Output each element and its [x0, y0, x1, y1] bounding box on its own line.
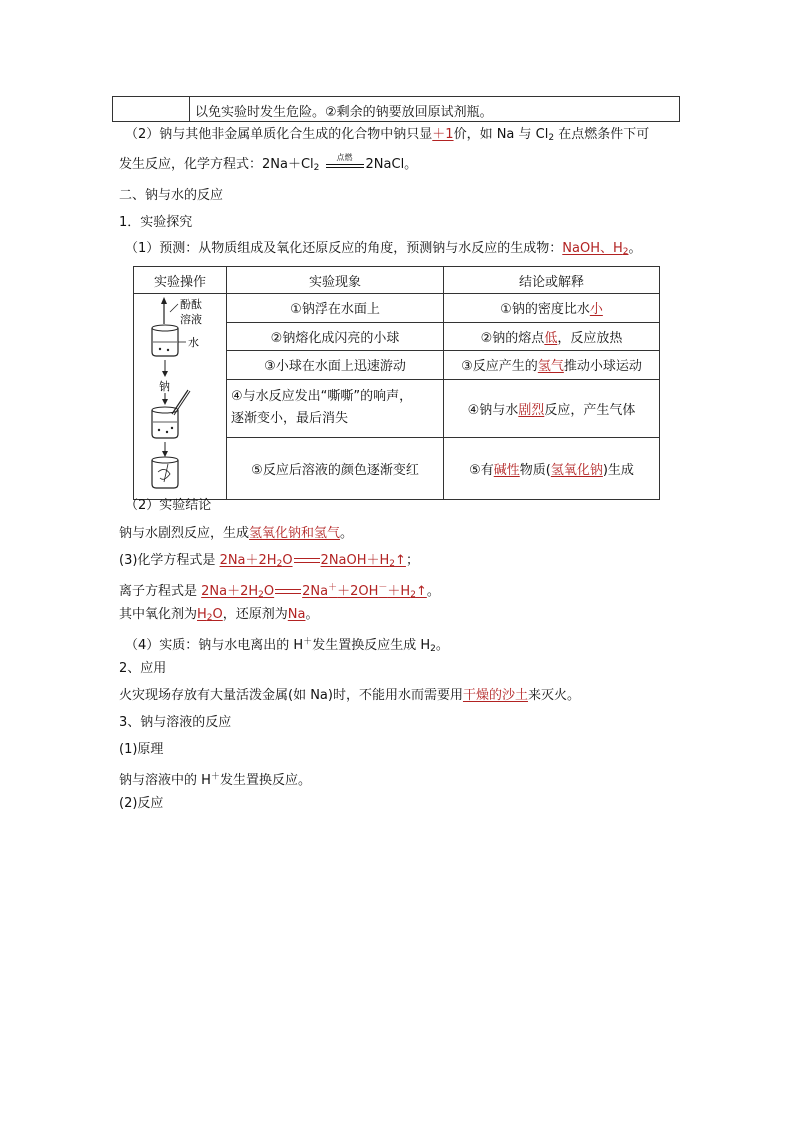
para2-text-mid: 价，如 Na 与 Cl: [453, 127, 549, 142]
conclusion-4: ④钠与水剧烈反应，产生气体: [444, 379, 660, 437]
essence-line: （4）实质：钠与水电离出的 H＋发生置换反应生成 $H_2$。: [125, 637, 449, 654]
chemical-equation-answer: $2Na+2H_2O$ $2NaOH+H_2↑$: [219, 553, 406, 569]
label-sodium: 钠: [159, 380, 170, 393]
answer-vigorous: 剧烈: [518, 402, 545, 418]
phenomenon-2: ②钠熔化成闪亮的小球: [227, 322, 444, 350]
prediction-answer: NaOH、$H_2$: [562, 241, 629, 257]
ionic-equation-line: 离子方程式是 $2Na+2H_2O$ $2Na^++2OH^-+H_2↑$。: [119, 583, 440, 600]
answer-melting-point: 低: [544, 330, 558, 346]
conclusion-3: ③反应产生的氢气推动小球运动: [444, 350, 660, 379]
condition-label: 点燃: [336, 152, 353, 162]
chemical-equation-line: (3)化学方程式是 $2Na+2H_2O$ $2NaOH+H_2↑$；: [119, 553, 419, 569]
table-header-row: [134, 267, 660, 294]
para2-line1: [125, 126, 649, 147]
conclusion-2: ②钠的熔点低，反应放热: [444, 322, 660, 350]
phenomenon-1: ①钠浮在水面上: [227, 294, 444, 323]
subscript: 2: [548, 133, 555, 143]
principle-line: 钠与溶液中的 H＋发生置换反应。: [119, 772, 311, 788]
subsection-title-2: 2、应用: [119, 661, 167, 676]
label-indicator: 酚酞: [180, 298, 202, 311]
answer-density: 小: [589, 302, 603, 318]
para2-line2: [119, 152, 418, 177]
table-row: [134, 294, 660, 323]
ionic-equation-answer: $2Na+2H_2O$ $2Na^++2OH^-+H_2↑$: [201, 583, 427, 600]
label-water: 水: [188, 336, 199, 349]
label-solution: 溶液: [180, 313, 202, 326]
answer-valence: ＋1: [432, 127, 454, 142]
beaker-diagram: [134, 294, 226, 495]
conclusion-title: （2）实验结论: [125, 498, 212, 513]
ionic-label: 离子方程式是: [119, 584, 198, 599]
answer-oxidant: $H_2O$: [197, 607, 223, 623]
phenomenon-4: ④与水反应发出“嘶嘶”的响声， 逐渐变小，最后消失: [227, 379, 444, 437]
answer-naoh: 氢氧化钠: [550, 462, 603, 478]
prediction-line: [125, 240, 642, 261]
section-title: 二、钠与水的反应: [119, 188, 224, 203]
phenomenon-5: ⑤反应后溶液的颜色逐渐变红: [227, 437, 444, 499]
conclusion-line: 钠与水剧烈反应，生成氢氧化钠和氢气。: [119, 526, 354, 541]
para2-text-post: 在点燃条件下可: [554, 127, 650, 142]
phenomenon-3: ③小球在水面上迅速游动: [227, 350, 444, 379]
answer-products: 氢氧化钠和氢气: [249, 526, 341, 541]
para2-text: （2）钠与其他非金属单质化合生成的化合物中钠只显: [125, 127, 433, 142]
equation-text: 发生反应，化学方程式：2Na＋Cl: [119, 157, 314, 172]
principle-title: (1)原理: [119, 742, 164, 757]
oxidant-line: 其中氧化剂为$H_2O$，还原剂为Na。: [119, 607, 319, 623]
conclusion-1: ①钠的密度比水小: [444, 294, 660, 323]
top-table-right-text: 以免实验时发生危险。②剩余的钠要放回原试剂瓶。: [195, 105, 493, 120]
answer-alkaline: 碱性: [493, 462, 520, 478]
header-conclusion: 结论或解释: [444, 267, 660, 294]
answer-hydrogen: 氢气: [537, 359, 564, 375]
answer-reductant: Na: [287, 607, 306, 622]
prediction-text: （1）预测：从物质组成及氧化还原反应的角度，预测钠与水反应的生成物：: [125, 241, 563, 256]
experiment-table: [133, 266, 660, 500]
apparatus-diagram: [134, 294, 227, 500]
equation-product: 2NaCl。: [365, 157, 418, 172]
subscript: 2: [313, 163, 320, 173]
answer-dry-sand: 干燥的沙土: [462, 688, 528, 703]
reaction-title: (2)反应: [119, 796, 164, 811]
conclusion-5: ⑤有碱性物质(氢氧化钠)生成: [444, 437, 660, 499]
header-phenomenon: 实验现象: [227, 267, 444, 294]
reaction-condition-arrow: [326, 152, 364, 171]
top-table-fragment: [112, 96, 680, 122]
prediction-post: 。: [628, 241, 642, 256]
top-table-left-cell: [113, 97, 190, 121]
application-line: 火灾现场存放有大量活泼金属(如 Na)时，不能用水而需要用干燥的沙土来灭火。: [119, 688, 580, 703]
header-operation: 实验操作: [134, 267, 227, 294]
subsection-title-3: 3、钠与溶液的反应: [119, 715, 232, 730]
equation-label: (3)化学方程式是: [119, 553, 216, 568]
subsection-title-1: 1．实验探究: [119, 215, 193, 230]
